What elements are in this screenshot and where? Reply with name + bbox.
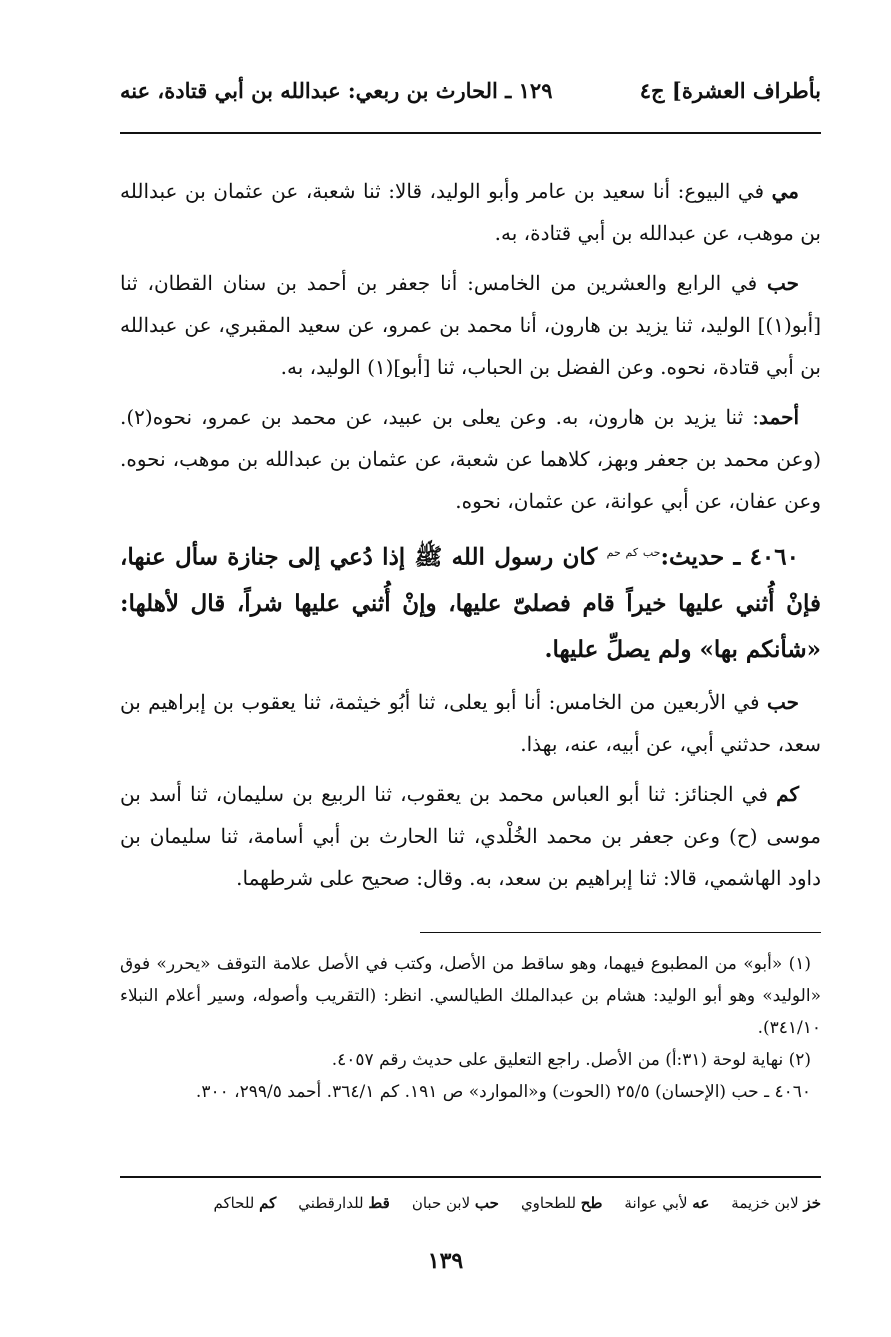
hadith-number: ٤٠٦٠ ـ حديث: (660, 543, 799, 571)
abbrev-item: عه لأبي عوانة (624, 1194, 710, 1212)
paragraph-ahmad (120, 396, 821, 522)
hadith-4060 (120, 530, 821, 673)
abbrev-item: قط للدارقطني (298, 1194, 390, 1212)
abbreviation-key (120, 1194, 821, 1212)
hadith-source-marks: حب كم حم (606, 546, 661, 559)
paragraph-text: : ثنا يزيد بن هارون، به. وعن يعلى بن عبيد، عن محمد بن عمرو، نحوه(٢). (وعن محمد بن جعفر وبهز، كلاهما عن شعبة، عن عثمان بن عبدالله بن موهب، نحوه. وعن عفان، عن أبي عوانة، عن عثمان، نحوه. (120, 405, 821, 513)
abbrev-item: خز لابن خزيمة (731, 1194, 821, 1212)
abbrev-item: طح للطحاوي (520, 1194, 603, 1212)
source-symbol: حب (767, 689, 800, 714)
footnote-2: (٢) نهاية لوحة (٣١:أ) من الأصل. راجع التعليق على حديث رقم ٤٠٥٧. (331, 1050, 811, 1070)
abbrev-item: كم للحاكم (213, 1194, 277, 1212)
paragraph-km (120, 773, 821, 899)
source-symbol: مي (771, 179, 799, 203)
paragraph-text: في الأربعين من الخامس: أنا أبو يعلى، ثنا أبُو خيثمة، ثنا يعقوب بن إبراهيم بن سعد، حدثني أبي، عن أبيه، عنه، بهذا. (120, 689, 821, 756)
paragraph-text: في البيوع: أنا سعيد بن عامر وأبو الوليد، قالا: ثنا شعبة، عن عثمان بن عبدالله بن موهب، عن عبدالله بن أبي قتادة، به. (120, 179, 821, 245)
footnote-rule (420, 932, 821, 933)
hadith-text: كان رسول الله ﷺ إذا دُعي إلى جنازة سأل عنها، فإنْ أُثني عليها خيراً قام فصلىّ عليها، وإنْ أُثني عليها شراً، قال لأهلها: «شأنكم بها» ولم يصلِّ عليها. (120, 543, 821, 663)
abbreviation-rule (120, 1176, 821, 1178)
source-symbol: أحمد (759, 405, 799, 429)
header-book-volume: بأطراف العشرة] ج٤ (639, 78, 821, 103)
paragraph-hb-2 (120, 681, 821, 765)
paragraph-text: في الجنائز: ثنا أبو العباس محمد بن يعقوب، ثنا الربيع بن سليمان، ثنا أسد بن موسى (ح) وعن جعفر بن محمد الخُلْدي، ثنا الحارث بن أبي أسامة، ثنا سليمان بن داود الهاشمي، قالا: ثنا إبراهيم بن سعد، به. وقال: صحيح على شرطهما. (120, 781, 821, 890)
footnote-1: (١) «أبو» من المطبوع فيهما، وهو ساقط من الأصل، وكتب في الأصل علامة التوقف «يحرر» فوق «الوليد» وهو أبو الوليد: هشام بن عبدالملك الطيالسي. انظر: (التقريب وأصوله، وسير أعلام النبلاء ٣٤١/١٠). (120, 954, 821, 1038)
abbrev-item: حب لابن حبان (411, 1194, 499, 1212)
page-number: ١٣٩ (427, 1248, 464, 1274)
paragraph-text: في الرابع والعشرين من الخامس: أنا جعفر بن أحمد بن سنان القطان، ثنا [أبو(١)] الوليد، ثنا يزيد بن هارون، أنا محمد بن عمرو، عن سعيد المقبري، عن عبدالله بن أبي قتادة، نحوه. وعن الفضل بن الحباب، ثنا [أبو](١) الوليد، به. (120, 271, 821, 379)
header-chapter-title: ١٢٩ ـ الحارث بن ربعي: عبدالله بن أبي قتادة، عنه (120, 78, 553, 103)
header-rule (120, 132, 821, 134)
paragraph-hb-1 (120, 262, 821, 388)
main-text (120, 170, 821, 907)
source-symbol: كم (776, 781, 799, 806)
footnote-source: ٤٠٦٠ ـ حب (الإحسان) ٢٥/٥ (الحوت) و«الموارد» ص ١٩١. كم ٣٦٤/١. أحمد ٢٩٩/٥، ٣٠٠. (195, 1082, 811, 1102)
footnotes (120, 948, 821, 1108)
paragraph-mi (120, 170, 821, 254)
source-symbol: حب (766, 271, 799, 295)
running-header (120, 78, 821, 103)
